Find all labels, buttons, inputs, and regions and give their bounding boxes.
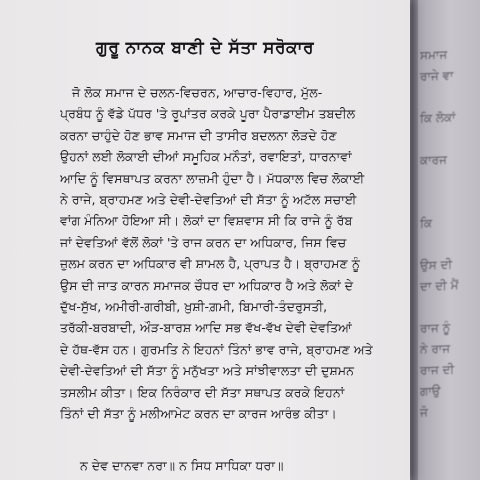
text-line: ਜੋ ਲੋਕ ਸਮਾਜ ਦੇ ਚਲਨ-ਵਿਚਰਨ, ਆਚਾਰ-ਵਿਹਾਰ, ਮੁੱਲ-: [72, 85, 323, 100]
text-line: ਤਿੰਨਾਂ ਦੀ ਸੱਤਾ ਨੂੰ ਮਲੀਆਮੇਟ ਕਰਨ ਦਾ ਕਾਰਜ ਆਰੰਭ ਕੀਤਾ।: [60, 406, 337, 422]
facing-text-line: [420, 127, 480, 151]
text-line: ਦੁੱਖ-ਸੁੱਖ, ਅਮੀਰੀ-ਗਰੀਬੀ, ਖ਼ੁਸ਼ੀ-ਗ਼ਮੀ, ਬਿਮਾਰੀ-ਤੰਦਰੁਸਤੀ,: [60, 299, 328, 315]
facing-text-line: ਕਿ ਲੋਕਾਂ: [420, 110, 456, 126]
facing-text-line: ਨੇ ਰਾਜ: [420, 341, 451, 357]
facing-page: [414, 0, 480, 480]
verse-line: ਨ ਦੇਵ ਦਾਨਵਾ ਨਰਾ॥ ਨ ਸਿਧ ਸਾਧਿਕਾ ਧਰਾ॥: [80, 458, 284, 473]
facing-text-line: [420, 169, 480, 193]
facing-text-line: ਰਾਜ ਨੂੰ: [420, 320, 451, 336]
facing-text-line: ਉਸ ਦੀ: [420, 257, 453, 273]
text-line: ਕਰਨਾ ਚਾਹੁੰਦੇ ਹੋਣ ਭਾਵ ਸਮਾਜ ਦੀ ਤਾਸੀਰ ਬਦਲਨਾ ਲੋੜਦੇ ਹੋਣ: [60, 127, 337, 143]
facing-text-line: [420, 190, 480, 214]
facing-text-line: ਰਾਜੇ ਵਾ: [420, 68, 454, 84]
text-line: ਉਹਨਾਂ ਲਈ ਲੋਕਾਈ ਦੀਆਂ ਸਮੂਹਿਕ ਮਨੌਤਾਂ, ਰਵਾਇਤਾਂ, ਧਾਰਨਾਵਾਂ: [60, 149, 352, 165]
text-line: ਪ੍ਰਬੰਧ ਨੂੰ ਵੱਡੇ ਪੱਧਰ 'ਤੇ ਰੂਪਾਂਤਰ ਕਰਕੇ ਪੂਰਾ ਪੈਰਾਡਾਈਮ ਤਬਦੀਲ: [60, 106, 356, 122]
facing-text-line: ਦਾ ਦੀ ਮੈਂ: [420, 278, 459, 294]
text-line: ਨੇ ਰਾਜੇ, ਬ੍ਰਾਹਮਣ ਅਤੇ ਦੇਵੀ-ਦੇਵਤਿਆਂ ਦੀ ਸੱਤਾ ਨੂੰ ਅਟੱਲ ਸਚਾਈ: [60, 192, 357, 208]
text-line: ਵਾਂਗ ਮੰਨਿਆ ਹੋਇਆ ਸੀ। ਲੋਕਾਂ ਦਾ ਵਿਸ਼ਵਾਸ ਸੀ ਕਿ ਰਾਜੇ ਨੂੰ ਰੱਬ: [60, 213, 353, 229]
facing-text-line: [420, 232, 480, 256]
text-line: ਜ਼ੁਲਮ ਕਰਨ ਦਾ ਅਧਿਕਾਰ ਵੀ ਸ਼ਾਮਲ ਹੈ, ਪ੍ਰਾਪਤ ਹੈ। ਬ੍ਰਾਹਮਣ ਨੂੰ: [60, 256, 360, 272]
page-heading: ਗੁਰੂ ਨਾਨਕ ਬਾਣੀ ਦੇ ਸੱਤਾ ਸਰੋਕਾਰ: [96, 38, 314, 58]
facing-text-line: ਕਾਰਜ: [420, 152, 447, 168]
facing-text-line: ਰਾਜ ਦੀ: [420, 362, 455, 378]
text-line: ਦੇਵੀ-ਦੇਵਤਿਆਂ ਦੀ ਸੱਤਾ ਨੂੰ ਮਨੁੱਖਤਾ ਅਤੇ ਸਾਂਝੀਵਾਲਤਾ ਦੀ ਦੁਸ਼ਮਨ: [60, 363, 355, 379]
facing-text-line: ਗਾਉ: [420, 383, 441, 399]
facing-page-text: [420, 43, 480, 424]
facing-text-line: [420, 295, 480, 319]
facing-text-line: ਸਮਾਜ: [420, 47, 448, 63]
text-line: ਤਰੱਕੀ-ਬਰਬਾਦੀ, ਔੜ-ਬਾਰਸ਼ ਆਦਿ ਸਭ ਵੱਖ-ਵੱਖ ਦੇਵੀ ਦੇਵਤਿਆਂ: [60, 320, 352, 336]
text-line: ਤਸਲੀਮ ਕੀਤਾ। ਇਕ ਨਿਰੰਕਾਰ ਦੀ ਸੱਤਾ ਸਥਾਪਤ ਕਰਕੇ ਇਹਨਾਂ: [60, 384, 345, 400]
text-line: ਦੇ ਹੱਥ-ਵੱਸ ਹਨ। ਗੁਰਮਤਿ ਨੇ ਇਹਨਾਂ ਤਿੰਨਾਂ ਭਾਵ ਰਾਜੇ, ਬ੍ਰਾਹਮਣ ਅਤੇ: [60, 341, 373, 357]
facing-text-line: ਕਿ: [420, 215, 433, 231]
text-line: ਉਸ ਦੀ ਜਾਤ ਕਾਰਨ ਸਮਾਜਕ ਚੌਧਰ ਦਾ ਅਧਿਕਾਰ ਹੈ ਅਤੇ ਲੋਕਾਂ ਦੇ: [60, 277, 354, 293]
text-line: ਜਾਂ ਦੇਵਤਿਆਂ ਵੱਲੋਂ ਲੋਕਾਂ 'ਤੇ ਰਾਜ ਕਰਨ ਦਾ ਅਧਿਕਾਰ, ਜਿਸ ਵਿਚ: [60, 234, 347, 250]
text-line: ਆਦਿ ਨੂੰ ਵਿਸਥਾਪਤ ਕਰਨਾ ਲਾਜ਼ਮੀ ਹੁੰਦਾ ਹੈ। ਮੱਧਕਾਲ ਵਿਚ ਲੋਕਾਈ: [60, 170, 365, 186]
paragraph: [60, 82, 386, 425]
facing-text-line: [420, 85, 480, 109]
facing-text-line: ਜੋ: [420, 405, 428, 420]
